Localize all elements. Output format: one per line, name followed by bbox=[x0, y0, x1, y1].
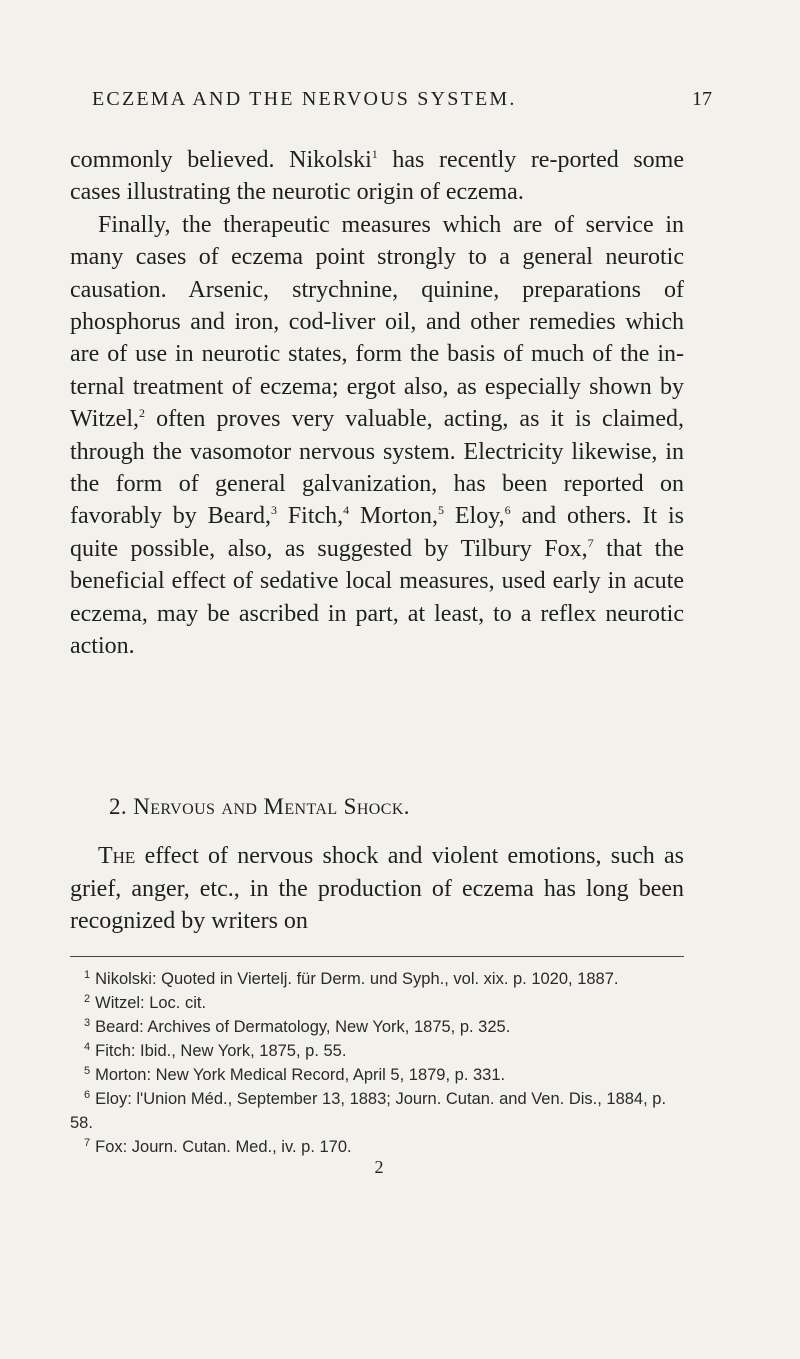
footnote-ref: 5 bbox=[438, 503, 445, 518]
paragraph-text: Fitch, bbox=[276, 503, 344, 530]
section-body bbox=[70, 840, 684, 938]
footnote-text: Witzel: Loc. cit. bbox=[95, 994, 207, 1012]
lead-word: The bbox=[98, 843, 136, 869]
paragraph-text: that the beneficial effect of sedative local measures, used early in acute eczema, may be ascribed in part, at least, to a reflex neurotic action. bbox=[70, 535, 684, 660]
footnote-ref: 7 bbox=[587, 535, 594, 550]
footnote bbox=[70, 1039, 684, 1063]
signature-mark: 2 bbox=[374, 1157, 384, 1177]
paragraph-text: and others. It is quite possible, also, as suggested by Tilbury Fox, bbox=[70, 503, 685, 562]
footnote bbox=[70, 991, 684, 1015]
paragraph-text: effect of nervous shock and violent emotions, such as grief, anger, etc., in the production of eczema has long been recognized by writers on bbox=[70, 843, 684, 935]
footnote-mark: 6 bbox=[84, 1088, 91, 1101]
footnote-text: Fox: Journ. Cutan. Med., iv. p. 170. bbox=[95, 1138, 352, 1156]
paragraph-text: often proves very valuable, acting, as it is claimed, through the vasomotor nervous system. Electricity likewise, in the form of general galvanization, has been reported on favorably by Beard, bbox=[70, 406, 684, 530]
paragraph-2 bbox=[70, 209, 684, 663]
paragraph-3 bbox=[70, 840, 684, 938]
page-number: 17 bbox=[692, 88, 712, 110]
paragraph-text: Morton, bbox=[349, 503, 439, 530]
footnote-ref: 6 bbox=[504, 503, 511, 518]
footnote bbox=[70, 1135, 684, 1159]
footnote bbox=[70, 967, 684, 991]
paragraph-1 bbox=[70, 144, 684, 209]
footnote-ref: 1 bbox=[371, 147, 378, 161]
footnote-rule bbox=[70, 956, 684, 957]
paragraph-text: commonly believed. Nikolski bbox=[70, 147, 372, 173]
footnote-text: Morton: New York Medical Record, April 5, 1879, p. 331. bbox=[95, 1066, 506, 1084]
running-head bbox=[92, 88, 712, 111]
footnote-text: Beard: Archives of Dermatology, New York, 1875, p. 325. bbox=[95, 1018, 511, 1036]
footnote-mark: 1 bbox=[84, 968, 91, 981]
footnote bbox=[70, 1087, 684, 1135]
section-heading: 2. Nervous and Mental Shock. bbox=[109, 794, 410, 819]
paragraph-text: Eloy, bbox=[444, 503, 505, 530]
footnote-ref: 3 bbox=[270, 503, 277, 518]
running-head-title: ECZEMA AND THE NERVOUS SYSTEM. bbox=[92, 88, 517, 110]
footnote-mark: 3 bbox=[84, 1016, 91, 1029]
paragraph-text: Finally, the therapeutic measures which are of service in many cases of eczema point strongly to a general neurotic causation. Arsenic, strychnine, quinine, preparations of phosphorus and iron, cod-liver oil, and other remedies which are of use in neurotic states, form the basis of much of the in-ternal treatment of eczema; ergot also, as especially shown by Witzel, bbox=[70, 211, 684, 433]
footnote-text: Nikolski: Quoted in Viertelj. für Derm. und Syph., vol. xix. p. 1020, 1887. bbox=[95, 970, 619, 988]
footnote-mark: 2 bbox=[84, 992, 91, 1005]
footnote-mark: 5 bbox=[84, 1064, 91, 1077]
body-text bbox=[70, 144, 684, 663]
footnotes bbox=[70, 967, 684, 1159]
footnote bbox=[70, 1015, 684, 1039]
footnote-ref: 2 bbox=[139, 406, 145, 421]
footnote-text: Eloy: l'Union Méd., September 13, 1883; Journ. Cutan. and Ven. Dis., 1884, p. 58. bbox=[70, 1090, 667, 1132]
paragraph-text: has recently re-ported some cases illustrating the neurotic origin of eczema. bbox=[70, 147, 685, 206]
footnote-mark: 7 bbox=[84, 1136, 91, 1149]
footnote-mark: 4 bbox=[84, 1040, 91, 1053]
footnote-ref: 4 bbox=[343, 503, 350, 518]
footnote bbox=[70, 1063, 684, 1087]
footnote-text: Fitch: Ibid., New York, 1875, p. 55. bbox=[95, 1042, 347, 1060]
